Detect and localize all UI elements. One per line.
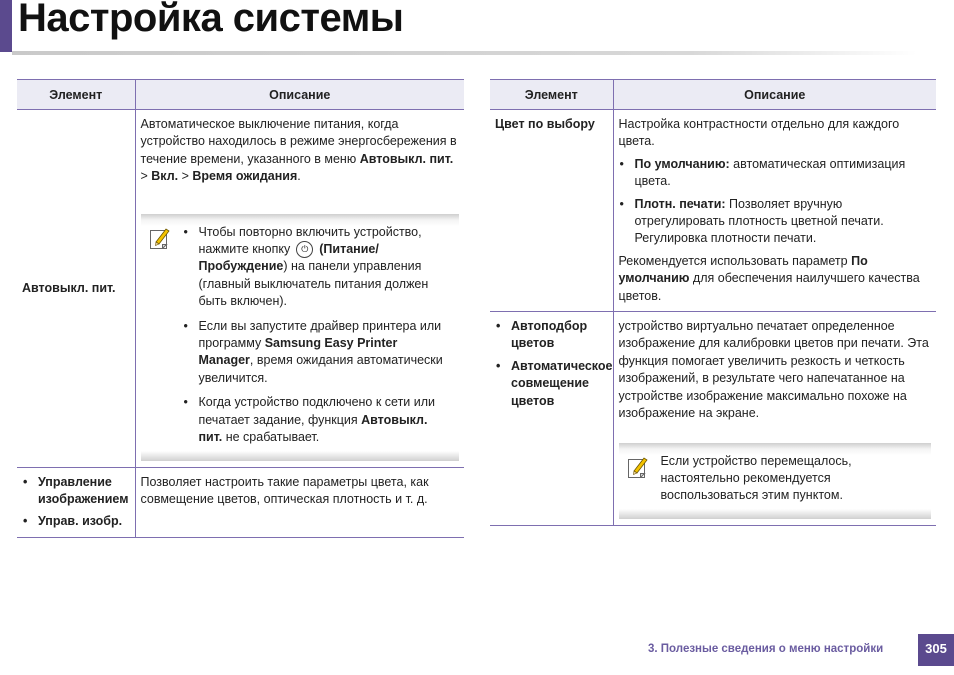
table-header-row (17, 80, 464, 110)
note-box (141, 214, 460, 461)
recommendation-text: Рекомендуется использовать параметр По умолчанию для обеспечения наилучшего качества цветов. (618, 253, 920, 303)
element-cell (17, 110, 135, 468)
description-cell (613, 110, 936, 312)
table-header-row (490, 80, 936, 110)
description-cell (135, 467, 464, 537)
table-row (490, 110, 936, 312)
note-box (619, 443, 932, 519)
note-pencil-icon (626, 455, 650, 484)
title-underline (12, 51, 917, 55)
element-name: • Автоподбор цветов (495, 318, 613, 353)
description-text: Автоматическое выключение питания, когда устройство находилось в режиме энергосбережения в течение времени, указанного в меню Автовыкл. пит. > Вкл. > Время ожидания. (140, 117, 457, 184)
element-cell (17, 467, 135, 537)
list-item: • Плотн. печати: Позволяет вручную отрегулировать плотность цветной печати. Регулировка плотности печати. (619, 196, 932, 248)
power-icon: ⏻ (296, 241, 313, 258)
description-cell (135, 110, 464, 468)
element-name: • Управ. изобр. (22, 513, 130, 530)
page-title: Настройка системы (18, 0, 404, 40)
table-row (490, 312, 936, 526)
list-item: • По умолчанию: автоматическая оптимизация цвета. (619, 156, 932, 191)
note-text: Если устройство перемещалось, настоятельно рекомендуется воспользоваться этим пунктом. (660, 453, 852, 503)
column-header-description: Описание (613, 80, 936, 110)
description-text: устройство виртуально печатает определенное изображение для калибровки цветов при печати. Эта функция помогает увеличить резкость и четкость изображений, в результате чего напечатанное на устройстве изображение максимально похоже на изображение на экране. (618, 319, 929, 421)
description-text: Настройка контрастности отдельно для каждого цвета. (618, 117, 900, 149)
footer-section-title: 3. Полезные сведения о меню настройки (648, 643, 884, 655)
table-row (17, 110, 464, 468)
table-row (17, 467, 464, 537)
element-name: Цвет по выбору (495, 117, 595, 131)
element-name: • Управление изображением (22, 474, 130, 509)
title-accent-bar (0, 0, 12, 52)
column-header-description: Описание (135, 80, 464, 110)
note-item: • Если вы запустите драйвер принтера или программу Samsung Easy Printer Manager, время ожидания автоматически увеличится. (183, 318, 454, 388)
page-number: 305 (918, 634, 954, 666)
description-text: Позволяет настроить такие параметры цвета, как совмещение цветов, оптическая плотность и т. д. (140, 474, 429, 506)
left-settings-table (17, 79, 464, 538)
description-cell (613, 312, 936, 526)
note-item: • Чтобы повторно включить устройство, нажмите кнопку ⏻ (Питание/Пробуждение) на панели управления (главный выключатель питания должен быть включен). (183, 224, 454, 311)
element-name: • Автоматическое совмещение цветов (495, 358, 613, 410)
column-header-element: Элемент (17, 80, 135, 110)
column-header-element: Элемент (490, 80, 613, 110)
note-pencil-icon (148, 226, 172, 255)
element-cell (490, 110, 613, 312)
note-item: • Когда устройство подключено к сети или печатает задание, функция Автовыкл. пит. не срабатывает. (183, 394, 454, 446)
right-settings-table (490, 79, 936, 526)
element-name: Автовыкл. пит. (22, 280, 116, 295)
element-cell (490, 312, 613, 526)
